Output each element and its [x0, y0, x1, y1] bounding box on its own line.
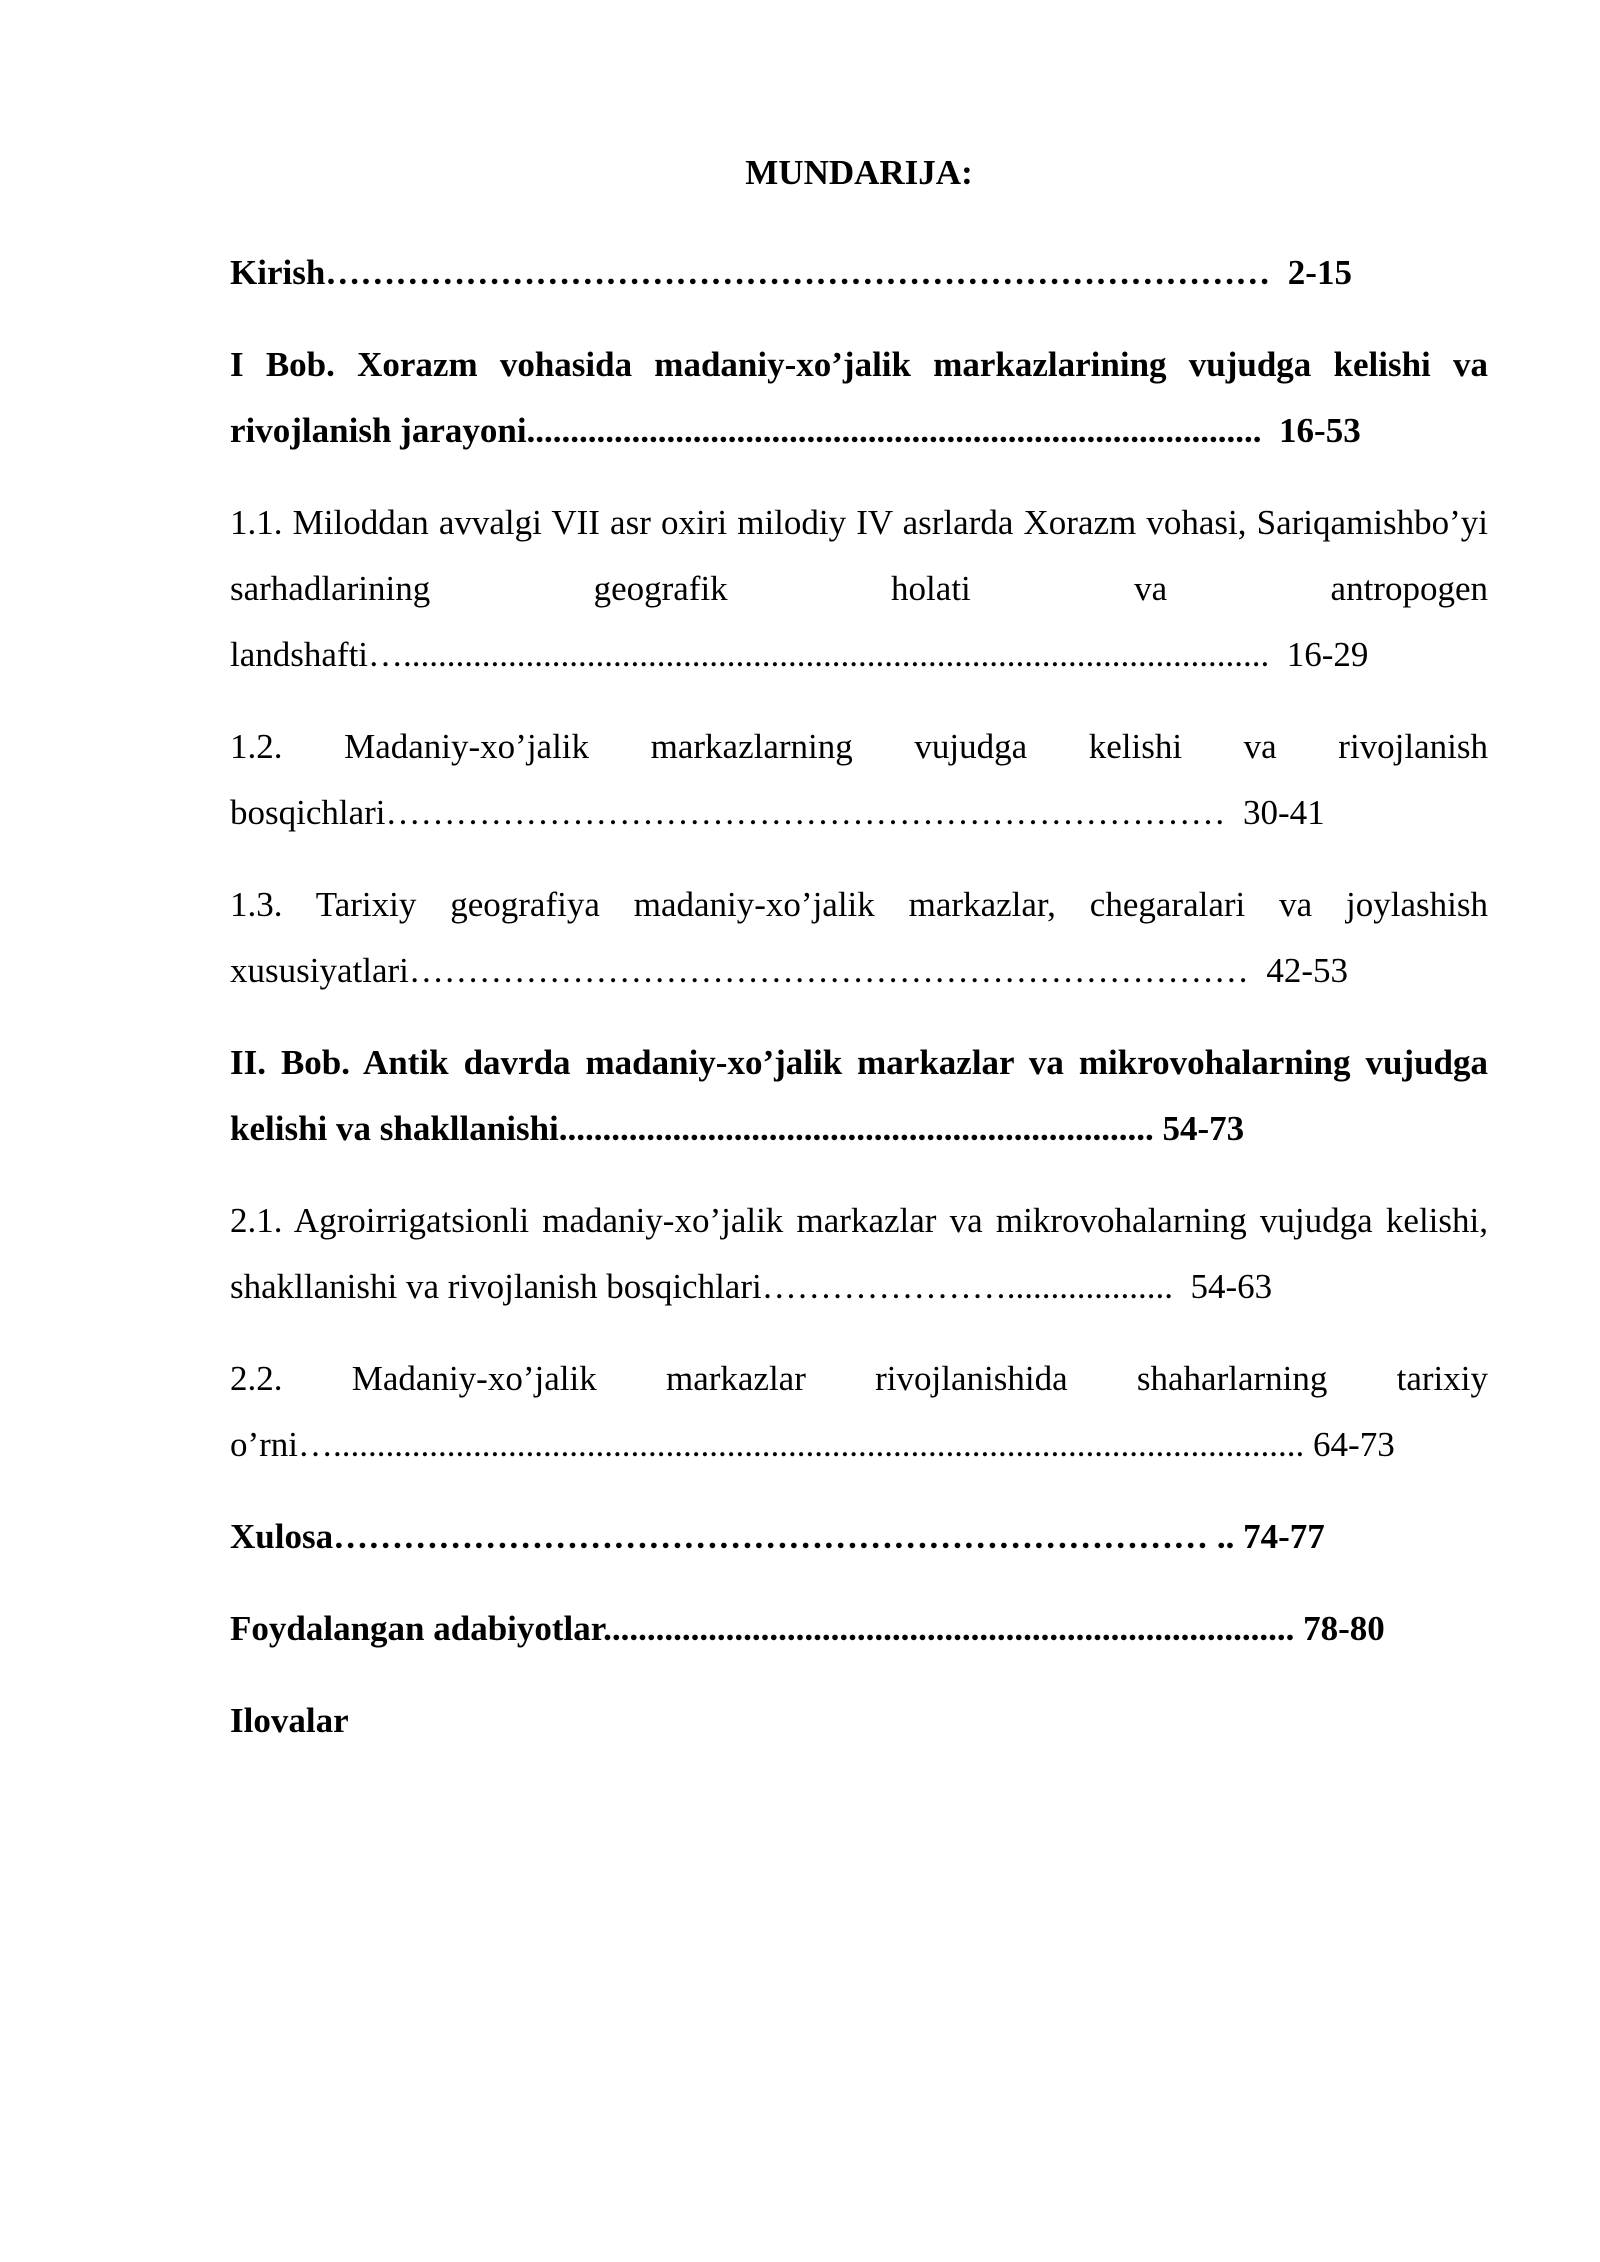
- toc-entry-pages: 78-80: [1294, 1609, 1385, 1648]
- toc-entry-label: Ilovalar: [230, 1701, 349, 1740]
- toc-entry-section-2-2: [230, 1346, 1497, 1478]
- toc-entry-pages: 16-53: [1261, 411, 1361, 450]
- toc-entry-section-1-3: [230, 872, 1497, 1004]
- toc-entry-leader: ………………………………………………………………: [385, 793, 1235, 832]
- toc-entry-section-2-1: [230, 1188, 1497, 1320]
- toc-entry-kirish: [230, 240, 1488, 306]
- toc-entry-leader: …...............................................................................................................: [298, 1425, 1305, 1464]
- toc-entry-pages: 54-63: [1172, 1267, 1273, 1306]
- toc-entry-label: I Bob. Xorazm vohasida madaniy-xo’jalik markazlarining vujudga kelishi va rivojlanish jarayoni: [230, 345, 1497, 450]
- toc-entry-label: II. Bob. Antik davrda madaniy-xo’jalik markazlar va mikrovohalarning vujudga kelishi va shakllanishi: [230, 1043, 1497, 1148]
- toc-entry-label: 2.2. Madaniy-xo’jalik markazlar rivojlanishida shaharlarning tarixiy o’rni: [230, 1359, 1497, 1464]
- toc-entry-pages: 2-15: [1279, 253, 1352, 292]
- toc-entry-chapter-1: [230, 332, 1497, 464]
- toc-entry-label: Foydalangan adabiyotlar: [230, 1609, 604, 1648]
- toc-entry-label: 1.1. Miloddan avvalgi VII asr oxiri milodiy IV asrlarda Xorazm vohasi, Sariqamishbo’yi sarhadlarining geografik holati va antropogen landshafti: [230, 503, 1497, 674]
- toc-entry-chapter-2: [230, 1030, 1497, 1162]
- toc-entry-ilovalar: [230, 1688, 1488, 1754]
- toc-entry-section-1-1: [230, 490, 1497, 688]
- toc-entry-pages: 64-73: [1304, 1425, 1395, 1464]
- toc-entry-pages: 42-53: [1257, 951, 1349, 990]
- toc-entry-label: 1.2. Madaniy-xo’jalik markazlarning vujudga kelishi va rivojlanish bosqichlari: [230, 727, 1497, 832]
- toc-entry-label: Xulosa: [230, 1517, 334, 1556]
- toc-entry-leader: ...............................................................................: [603, 1609, 1295, 1648]
- toc-entry-leader: ………………………………………………………………………: [325, 253, 1280, 292]
- page-title: MUNDARIJA:: [745, 153, 973, 192]
- toc-entry-leader: ………………………………………………………………: [408, 951, 1258, 990]
- toc-entry-bibliography: [230, 1596, 1488, 1662]
- toc-entry-label: 1.3. Tarixiy geografiya madaniy-xo’jalik markazlar, chegaralari va joylashish xususiyatlari: [230, 885, 1497, 990]
- toc-entry-section-1-2: [230, 714, 1497, 846]
- toc-entry-pages: 16-29: [1269, 635, 1369, 674]
- toc-entry-leader: …...................................................................................................: [368, 635, 1270, 674]
- toc-entry-leader: ....................................................................................: [526, 411, 1262, 450]
- table-of-contents: [230, 240, 1497, 1780]
- toc-entry-label: 2.1. Agroirrigatsionli madaniy-xo’jalik markazlar va mikrovohalarning vujudga kelishi, shakllanishi va rivojlanish bosqichlari: [230, 1201, 1497, 1306]
- toc-entry-xulosa: [230, 1504, 1488, 1570]
- toc-entry-label: Kirish: [230, 253, 326, 292]
- toc-entry-leader: …………………...................: [761, 1267, 1173, 1306]
- toc-entry-leader: ....................................................................: [558, 1109, 1154, 1148]
- toc-entry-pages: 30-41: [1234, 793, 1325, 832]
- toc-entry-pages: 54-73: [1153, 1109, 1245, 1148]
- toc-entry-pages: 74-77: [1234, 1517, 1325, 1556]
- toc-entry-leader: ………………………………………………………………… ..: [333, 1517, 1235, 1556]
